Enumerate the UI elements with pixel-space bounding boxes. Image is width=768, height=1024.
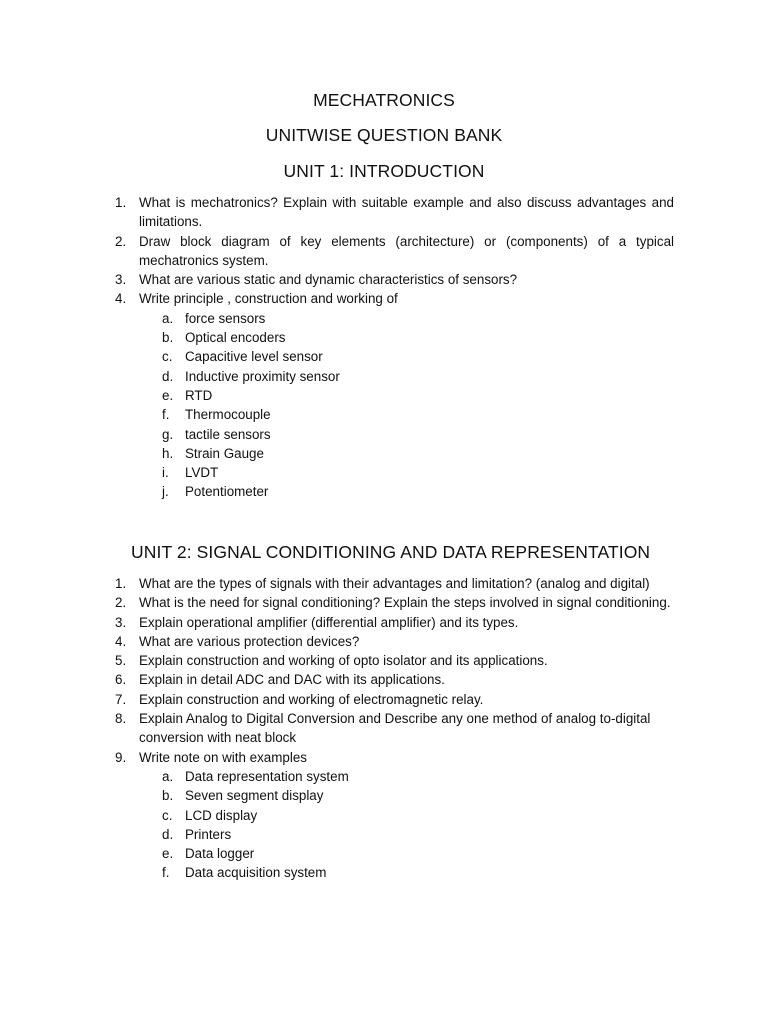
question-item <box>0 193 674 232</box>
sub-item-text: Inductive proximity sensor <box>185 368 340 384</box>
sub-item-text: Capacitive level sensor <box>185 349 323 365</box>
sub-item-text: Thermocouple <box>185 407 271 423</box>
sub-item <box>139 347 674 366</box>
sub-item <box>139 844 674 863</box>
sub-item-list <box>139 767 674 883</box>
question-number: 1. <box>115 195 127 210</box>
question-number: 9. <box>115 749 127 765</box>
question-text: What is the need for signal conditioning? Explain the steps involved in signal conditioning. <box>139 595 671 611</box>
sub-item <box>139 482 674 501</box>
question-text: Write note on with examples <box>139 749 307 765</box>
sub-item-text: Strain Gauge <box>185 445 264 461</box>
sub-item-text: Potentiometer <box>185 484 269 500</box>
question-text: Write principle , construction and working of <box>139 291 398 307</box>
sub-item <box>139 444 674 463</box>
question-item <box>0 670 674 689</box>
sub-item-text: Printers <box>185 826 232 842</box>
question-number: 5. <box>115 653 127 669</box>
question-number: 4. <box>115 633 127 649</box>
sub-item-text: LCD display <box>185 807 258 823</box>
sub-item-text: Data representation system <box>185 768 349 784</box>
sub-item-text: tactile sensors <box>185 426 271 442</box>
question-text: What are the types of signals with their advantages and limitation? (analog and digital) <box>139 576 650 591</box>
question-item <box>0 748 674 883</box>
sub-item-text: Data acquisition system <box>185 865 327 881</box>
sub-item-text: force sensors <box>185 310 266 326</box>
sub-item-text: Seven segment display <box>185 788 324 804</box>
question-text: What are various protection devices? <box>139 633 360 649</box>
sub-item-text: Data logger <box>185 846 255 862</box>
sub-item-letter: a. <box>162 310 174 326</box>
question-item <box>0 651 674 670</box>
sub-item-letter: g. <box>162 426 174 442</box>
sub-item-text: RTD <box>185 387 213 403</box>
sub-item-letter: h. <box>162 445 174 461</box>
sub-item <box>139 786 674 805</box>
sub-item <box>139 309 674 328</box>
sub-item <box>139 463 674 482</box>
question-number: 1. <box>115 576 127 591</box>
question-text: Draw block diagram of key elements (architecture) or (components) of a typical mechatronics system. <box>139 233 674 268</box>
sub-item <box>139 806 674 825</box>
question-number: 4. <box>115 291 127 307</box>
unit-1-question-list <box>0 193 674 502</box>
unit-2-heading: UNIT 2: SIGNAL CONDITIONING AND DATA REPRESENTATION <box>131 542 651 562</box>
question-number: 3. <box>115 272 127 288</box>
question-text: Explain operational amplifier (differential amplifier) and its types. <box>139 614 519 630</box>
sub-item-letter: d. <box>162 826 174 842</box>
sub-item <box>139 425 674 444</box>
sub-item-letter: j. <box>162 484 169 500</box>
question-item <box>0 593 674 612</box>
question-item <box>0 709 674 748</box>
question-text: Explain construction and working of electromagnetic relay. <box>139 691 484 707</box>
question-item <box>0 270 674 289</box>
sub-item-text: Optical encoders <box>185 330 286 346</box>
sub-item <box>139 863 674 882</box>
sub-item-letter: b. <box>162 330 174 346</box>
question-number: 3. <box>115 614 127 630</box>
question-text: What is mechatronics? Explain with suitable example and also discuss advantages and limitations. <box>139 195 674 230</box>
question-item <box>0 632 674 651</box>
question-item <box>0 690 674 709</box>
sub-item <box>139 405 674 424</box>
question-text: What are various static and dynamic characteristics of sensors? <box>139 272 518 288</box>
sub-item <box>139 367 674 386</box>
question-number: 7. <box>115 691 127 707</box>
sub-item-list <box>139 309 674 502</box>
question-item <box>0 574 674 593</box>
sub-item-letter: d. <box>162 368 174 384</box>
sub-item-letter: c. <box>162 349 173 365</box>
sub-item-letter: f. <box>162 407 170 423</box>
question-text: Explain construction and working of opto isolator and its applications. <box>139 653 548 669</box>
document-subtitle: UNITWISE QUESTION BANK <box>265 125 503 145</box>
sub-item <box>139 767 674 786</box>
sub-item <box>139 328 674 347</box>
question-item <box>0 613 674 632</box>
question-number: 6. <box>115 672 127 688</box>
sub-item-text: LVDT <box>185 465 219 481</box>
question-number: 2. <box>115 595 127 611</box>
sub-item-letter: b. <box>162 788 174 804</box>
question-item <box>0 289 674 501</box>
sub-item <box>139 825 674 844</box>
question-text: Explain Analog to Digital Conversion and Describe any one method of analog to-digital conversion with neat block <box>139 711 651 746</box>
sub-item-letter: c. <box>162 807 173 823</box>
sub-item-letter: e. <box>162 846 174 862</box>
question-number: 2. <box>115 233 127 249</box>
unit-1-heading: UNIT 1: INTRODUCTION <box>283 161 485 181</box>
unit-2-question-list <box>0 574 674 883</box>
sub-item-letter: f. <box>162 865 170 881</box>
question-text: Explain in detail ADC and DAC with its applications. <box>139 672 445 688</box>
sub-item-letter: i. <box>162 465 169 481</box>
sub-item <box>139 386 674 405</box>
question-number: 8. <box>115 711 127 727</box>
question-item <box>0 232 674 271</box>
sub-item-letter: e. <box>162 387 174 403</box>
document-title: MECHATRONICS <box>313 90 455 110</box>
sub-item-letter: a. <box>162 768 174 784</box>
